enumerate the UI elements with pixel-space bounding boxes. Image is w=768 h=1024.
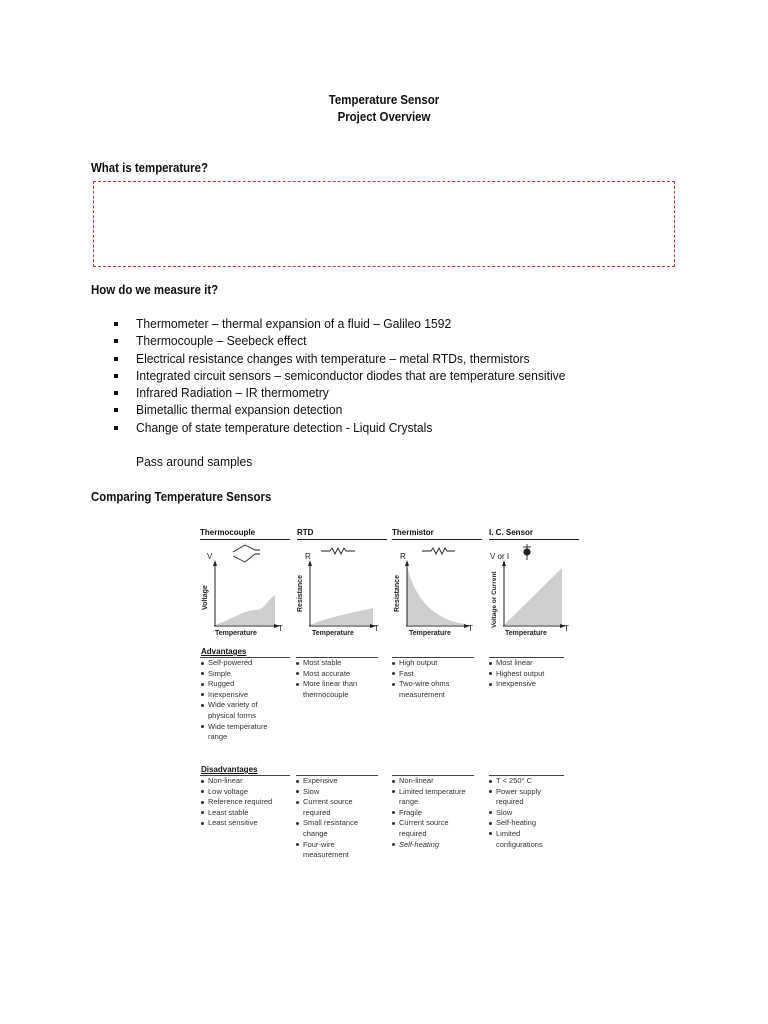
bullet-square-icon [114, 357, 118, 361]
bullet-dot-icon [489, 832, 492, 835]
sensor-column-thermocouple [200, 527, 290, 540]
list-item: Most accurate [296, 669, 366, 680]
bullet-dot-icon [201, 780, 204, 783]
bullet-square-icon [114, 374, 118, 378]
bullet-square-icon [114, 408, 118, 412]
thermistor-symbol-icon [422, 548, 455, 554]
advantages-thermocouple [201, 658, 291, 743]
bullet-square-icon [114, 322, 118, 326]
list-item: Limited temperature range [392, 787, 471, 808]
list-item: More linear than thermocouple [296, 679, 371, 700]
measurement-methods-list [112, 315, 598, 436]
list-item: Two-wire ohms measurement [392, 679, 461, 700]
bullet-dot-icon [392, 780, 395, 783]
sensor-column-rtd [297, 527, 387, 540]
list-item: Bimetallic thermal expansion detection [112, 401, 598, 418]
list-item: High output [392, 658, 462, 669]
list-item: Rugged [201, 679, 291, 690]
bullet-dot-icon [489, 790, 492, 793]
bullet-dot-icon [296, 790, 299, 793]
bullet-dot-icon [392, 790, 395, 793]
bullet-dot-icon [489, 811, 492, 814]
list-item: Infrared Radiation – IR thermometry [112, 384, 598, 401]
list-item: Non-linear [201, 776, 291, 787]
list-item: Integrated circuit sensors – semiconductor diodes that are temperature sensitive [112, 367, 598, 384]
list-item: Thermometer – thermal expansion of a fluid – Galileo 1592 [112, 315, 598, 332]
list-item: Self-heating [392, 840, 472, 851]
bullet-dot-icon [392, 662, 395, 665]
advantages-ic-sensor [489, 658, 564, 690]
list-item: Electrical resistance changes with temperature – metal RTDs, thermistors [112, 350, 598, 367]
y-symbol: R [305, 552, 311, 561]
graph-thermistor [405, 560, 470, 628]
bullet-dot-icon [296, 672, 299, 675]
list-item: Self-heating [489, 818, 551, 829]
bullet-square-icon [114, 426, 118, 430]
bullet-square-icon [114, 339, 118, 343]
sensor-response-graphs [195, 540, 570, 640]
bullet-dot-icon [296, 843, 299, 846]
bullet-dot-icon [201, 672, 204, 675]
bullet-dot-icon [392, 822, 395, 825]
list-item: Inexpensive [489, 679, 564, 690]
list-item: Low voltage [201, 787, 291, 798]
bullet-dot-icon [392, 672, 395, 675]
disadvantages-label: Disadvantages [201, 765, 258, 774]
sensor-column-thermistor [392, 527, 482, 540]
x-axis-label: Temperature [215, 630, 257, 637]
list-item: Expensive [296, 776, 360, 787]
advantages-label: Advantages [201, 647, 247, 656]
list-item: Power supply required [489, 787, 551, 808]
sensor-name: I. C. Sensor [489, 527, 579, 540]
bullet-dot-icon [201, 683, 204, 686]
list-item: Most linear [489, 658, 564, 669]
bullet-dot-icon [201, 790, 204, 793]
list-item: Reference required [201, 797, 291, 808]
x-axis-label: Temperature [312, 630, 354, 637]
y-axis-label: Voltage or Current [491, 571, 498, 628]
disadvantages-rtd [296, 776, 360, 861]
graph-rtd [308, 560, 376, 628]
graph-thermocouple [213, 560, 280, 628]
bullet-dot-icon [392, 683, 395, 686]
list-item: Non-linear [392, 776, 472, 787]
bullet-dot-icon [201, 693, 204, 696]
bullet-dot-icon [489, 683, 492, 686]
list-item: Least stable [201, 808, 291, 819]
list-item: Most stable [296, 658, 366, 669]
list-item: Change of state temperature detection - Liquid Crystals [112, 419, 598, 436]
bullet-dot-icon [201, 662, 204, 665]
list-item: Highest output [489, 669, 564, 680]
bullet-dot-icon [201, 725, 204, 728]
advantages-thermistor [392, 658, 462, 700]
list-item: Simple [201, 669, 291, 680]
list-item: Small resistance change [296, 818, 360, 839]
list-item: Current source required [392, 818, 459, 839]
bullet-dot-icon [201, 811, 204, 814]
y-axis-label: Voltage [202, 585, 209, 610]
y-symbol: R [400, 552, 406, 561]
list-item: Self-powered [201, 658, 291, 669]
list-item: Wide variety of physical forms [201, 700, 270, 721]
sensor-column-ic-sensor [489, 527, 579, 540]
y-axis-label: Resistance [297, 575, 304, 612]
bullet-dot-icon [392, 811, 395, 814]
thermocouple-symbol-icon [233, 545, 260, 562]
heading-what-is-temperature: What is temperature? [91, 160, 208, 175]
x-symbol: T [564, 624, 569, 633]
graph-ic-sensor [502, 560, 566, 628]
y-symbol: V or I [490, 552, 510, 561]
disadvantages-thermocouple [201, 776, 291, 829]
heading-how-measure: How do we measure it? [91, 282, 219, 297]
ic-sensor-symbol-icon [523, 544, 531, 560]
document-title: Temperature Sensor [328, 92, 440, 107]
sensor-name: RTD [297, 527, 387, 540]
bullet-dot-icon [201, 801, 204, 804]
list-item: Wide temperature range [201, 722, 270, 743]
x-axis-label: Temperature [409, 630, 451, 637]
list-item: Inexpensive [201, 690, 291, 701]
x-symbol: T [278, 624, 283, 633]
bullet-dot-icon [392, 843, 395, 846]
document-subtitle: Project Overview [337, 109, 431, 124]
bullet-dot-icon [296, 683, 299, 686]
y-symbol: V [207, 552, 213, 561]
list-item: Fragile [392, 808, 472, 819]
bullet-dot-icon [296, 780, 299, 783]
answer-box[interactable] [93, 181, 675, 267]
disadvantages-thermistor [392, 776, 472, 850]
x-symbol: T [468, 624, 473, 633]
bullet-dot-icon [296, 662, 299, 665]
disadvantages-ic-sensor [489, 776, 551, 850]
sensor-name: Thermistor [392, 527, 482, 540]
y-axis-label: Resistance [394, 575, 401, 612]
bullet-dot-icon [296, 801, 299, 804]
list-item: Slow [296, 787, 360, 798]
list-item: T < 250° C [489, 776, 551, 787]
list-item: Fast [392, 669, 462, 680]
list-item: Limited configurations [489, 829, 551, 850]
heading-comparing-sensors: Comparing Temperature Sensors [91, 489, 272, 504]
bullet-square-icon [114, 391, 118, 395]
list-item: Slow [489, 808, 551, 819]
resistor-symbol-icon [321, 548, 355, 554]
bullet-dot-icon [201, 822, 204, 825]
pass-samples-note: Pass around samples [136, 454, 253, 469]
bullet-dot-icon [489, 822, 492, 825]
bullet-dot-icon [489, 780, 492, 783]
list-item: Four-wire measurement [296, 840, 360, 861]
sensor-name: Thermocouple [200, 527, 290, 540]
x-axis-label: Temperature [505, 630, 547, 637]
bullet-dot-icon [201, 704, 204, 707]
list-item: Thermocouple – Seebeck effect [112, 332, 598, 349]
bullet-dot-icon [489, 672, 492, 675]
advantages-rtd [296, 658, 366, 700]
list-item: Current source required [296, 797, 360, 818]
x-symbol: T [374, 624, 379, 633]
list-item: Least sensitive [201, 818, 291, 829]
bullet-dot-icon [489, 662, 492, 665]
bullet-dot-icon [296, 822, 299, 825]
